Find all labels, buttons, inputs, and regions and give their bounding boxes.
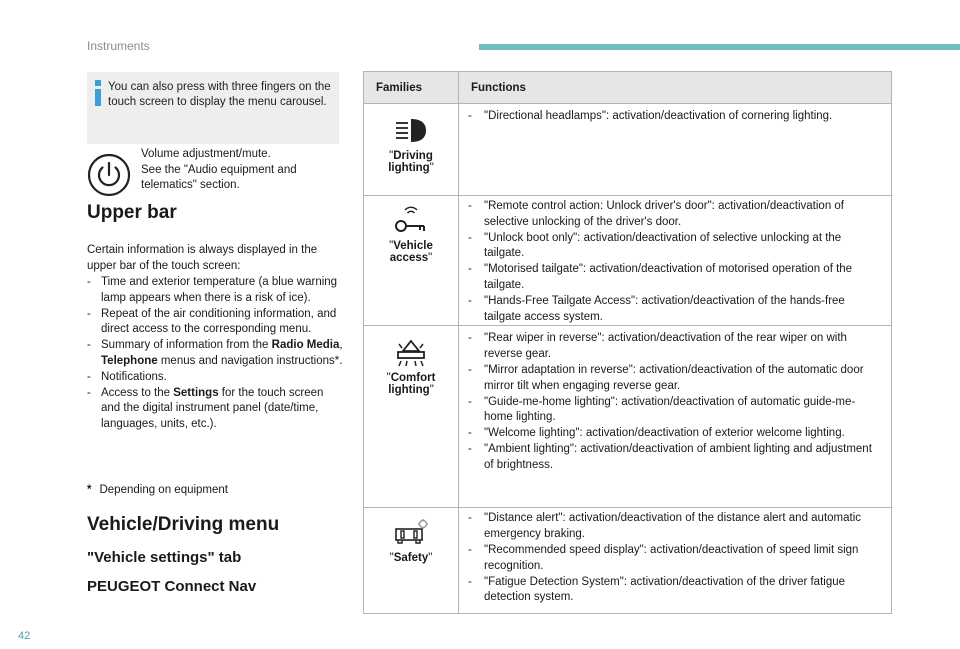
family-cell <box>364 508 459 614</box>
text-run: for the touch screen and the digital instrument panel (date/time, languages, units, etc.). <box>101 386 324 431</box>
functions-list <box>468 511 881 606</box>
quote: " <box>389 150 394 162</box>
quote: " <box>429 384 434 397</box>
functions-table <box>363 71 892 614</box>
function-item: - "Guide-me-home lighting": activation/deactivation of automatic guide-me-home lighting. <box>468 395 881 427</box>
function-item: - "Remote control action: Unlock driver's door": activation/deactivation of selective unlocking of the driver's door. <box>468 199 881 231</box>
col-header-families: Families <box>364 72 459 104</box>
functions-list <box>468 331 881 473</box>
safety-car-icon <box>393 518 429 548</box>
function-item: - "Welcome lighting": activation/deactivation of exterior welcome lighting. <box>468 426 881 442</box>
heading-upper-bar: Upper bar <box>87 202 177 223</box>
family-cell <box>364 104 459 196</box>
functions-list <box>468 109 881 125</box>
heading-peugeot-connect-nav: PEUGEOT Connect Nav <box>87 578 257 595</box>
function-item: - "Hands-Free Tailgate Access": activation/deactivation of the hands-free tailgate access system. <box>468 294 881 326</box>
key-icon <box>393 206 429 236</box>
volume-description <box>141 147 341 194</box>
footnote <box>87 484 228 496</box>
function-item: - "Ambient lighting": activation/deactivation of ambient lighting and adjustment of brightness. <box>468 442 881 474</box>
footnote-mark: * <box>87 484 92 496</box>
functions-list <box>468 199 881 325</box>
table-row <box>364 326 892 508</box>
quote: " <box>386 372 391 385</box>
family-label <box>368 372 454 396</box>
text-run-bold: Telephone <box>101 354 158 367</box>
functions-cell <box>459 196 892 326</box>
upper-bar-list <box>87 275 343 433</box>
function-item: - "Distance alert": activation/deactivation of the distance alert and automatic emergency braking. <box>468 511 881 543</box>
family-label <box>368 552 454 564</box>
function-item: - "Rear wiper in reverse": activation/deactivation of the rear wiper on with reverse gear. <box>468 331 881 363</box>
quote: " <box>389 240 394 252</box>
family-name: Vehicle access <box>389 240 433 264</box>
text-run-bold: Radio Media <box>271 339 340 352</box>
section-accent-bar <box>479 44 960 50</box>
quote: " <box>428 552 433 565</box>
text-run: Summary of information from the <box>101 339 272 352</box>
volume-line-2: See the "Audio equipment and telematics" section. <box>141 163 297 191</box>
headlamp-icon <box>393 116 429 146</box>
quote: " <box>428 252 433 264</box>
function-item: - "Mirror adaptation in reverse": activation/deactivation of the automatic door mirror tilt when engaging reverse gear. <box>468 363 881 395</box>
family-cell <box>364 196 459 326</box>
function-item: - "Fatigue Detection System": activation/deactivation of the driver fatigue detection system. <box>468 575 881 607</box>
family-cell <box>364 326 459 508</box>
functions-cell <box>459 508 892 614</box>
power-icon <box>87 153 131 197</box>
family-name: Driving lighting <box>388 150 433 174</box>
car-comfort-icon <box>393 338 429 368</box>
quote: " <box>389 552 394 565</box>
function-item: - "Unlock boot only": activation/deactivation of selective unlocking at the tailgate. <box>468 231 881 263</box>
family-label <box>368 240 454 264</box>
heading-vehicle-driving-menu: Vehicle/Driving menu <box>87 514 280 535</box>
function-item: - "Directional headlamps": activation/deactivation of cornering lighting. <box>468 109 881 125</box>
upper-bar-intro: Certain information is always displayed in the upper bar of the touch screen: <box>87 244 318 272</box>
list-item <box>87 386 343 433</box>
info-icon <box>93 80 103 106</box>
family-label <box>368 150 454 174</box>
family-name: Safety <box>393 552 429 565</box>
info-box <box>87 72 339 144</box>
family-name: Comfort lighting <box>388 372 436 397</box>
table-row <box>364 196 892 326</box>
section-label: Instruments <box>87 39 150 53</box>
col-header-functions: Functions <box>459 72 892 104</box>
text-run: , <box>339 339 343 352</box>
footnote-text: Depending on equipment <box>99 484 229 496</box>
text-run-bold: Settings <box>173 386 219 399</box>
table-row <box>364 104 892 196</box>
table-header-row <box>364 72 892 104</box>
heading-vehicle-settings-tab: "Vehicle settings" tab <box>87 549 242 566</box>
quote: " <box>429 162 434 174</box>
function-item: - "Motorised tailgate": activation/deactivation of motorised operation of the tailgate. <box>468 262 881 294</box>
list-item: - Time and exterior temperature (a blue warning lamp appears when there is a risk of ice). <box>87 275 343 307</box>
volume-line-1: Volume adjustment/mute. <box>141 148 271 160</box>
table-row <box>364 508 892 614</box>
info-text: You can also press with three fingers on the touch screen to display the menu carousel. <box>108 81 331 108</box>
functions-cell <box>459 104 892 196</box>
list-item: - Repeat of the air conditioning information, and direct access to the corresponding menu. <box>87 307 343 339</box>
function-item: - "Recommended speed display": activation/deactivation of speed limit sign recognition. <box>468 543 881 575</box>
text-run: Access to the <box>101 386 174 399</box>
functions-cell <box>459 326 892 508</box>
list-item: - Notifications. <box>87 370 343 386</box>
list-item <box>87 338 343 370</box>
text-run: menus and navigation instructions*. <box>157 354 343 367</box>
page-number: 42 <box>18 630 31 642</box>
